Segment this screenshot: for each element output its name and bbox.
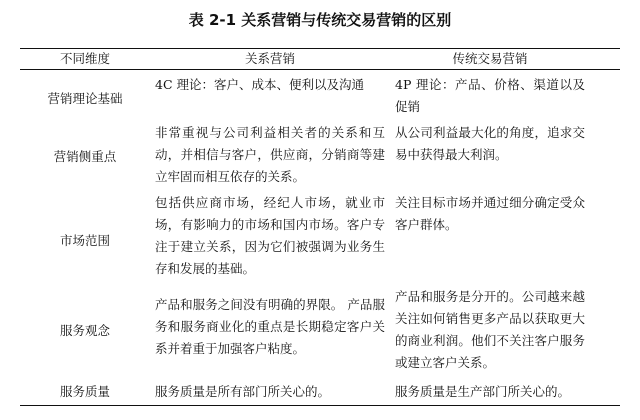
- row-relationship-text: 产品和服务之间没有明确的界限。 产品服务和服务商业化的重点是长期稳定客户关系并着重于加强客户粘度。: [155, 297, 385, 356]
- row-dimension-label: 营销侧重点: [53, 149, 117, 164]
- header-transaction-marketing: 传统交易营销: [452, 51, 528, 66]
- row-transaction-text: 4P 理论：产品、价格、渠道以及促销: [395, 77, 585, 114]
- table-bottom-rule: [20, 405, 620, 406]
- table-top-rule: [20, 48, 620, 49]
- row-relationship-text: 服务质量是所有部门所关心的。: [155, 384, 331, 399]
- table-header-rule: [20, 69, 620, 70]
- row-relationship-text: 包括供应商市场，经纪人市场，就业市场，有影响力的市场和国内市场。客户专注于建立关系，因为它们被强调为业务生存和发展的基础。: [155, 195, 385, 276]
- row-transaction-text: 产品和服务是分开的。公司越来越关注如何销售更多产品以获取更大的商业利润。他们不关注客户服务或建立客户关系。: [395, 289, 585, 370]
- header-relationship-marketing: 关系营销: [244, 51, 295, 66]
- row-dimension-label: 市场范围: [59, 233, 110, 248]
- row-dimension-label: 服务质量: [59, 384, 110, 399]
- row-relationship-text: 非常重视与公司利益相关者的关系和互动，并相信与客户，供应商，分销商等建立牢固而相互依存的关系。: [155, 125, 385, 184]
- row-transaction-text: 服务质量是生产部门所关心的。: [395, 384, 571, 399]
- header-dimension: 不同维度: [59, 51, 110, 66]
- row-transaction-text: 关注目标市场并通过细分确定受众客户群体。: [395, 195, 585, 232]
- table-title: 表 2-1 关系营销与传统交易营销的区别: [188, 11, 452, 29]
- row-relationship-text: 4C 理论：客户、成本、便利以及沟通: [155, 77, 364, 92]
- row-dimension-label: 营销理论基础: [47, 91, 123, 106]
- row-transaction-text: 从公司利益最大化的角度，追求交易中获得最大利润。: [395, 125, 585, 162]
- row-dimension-label: 服务观念: [59, 323, 110, 338]
